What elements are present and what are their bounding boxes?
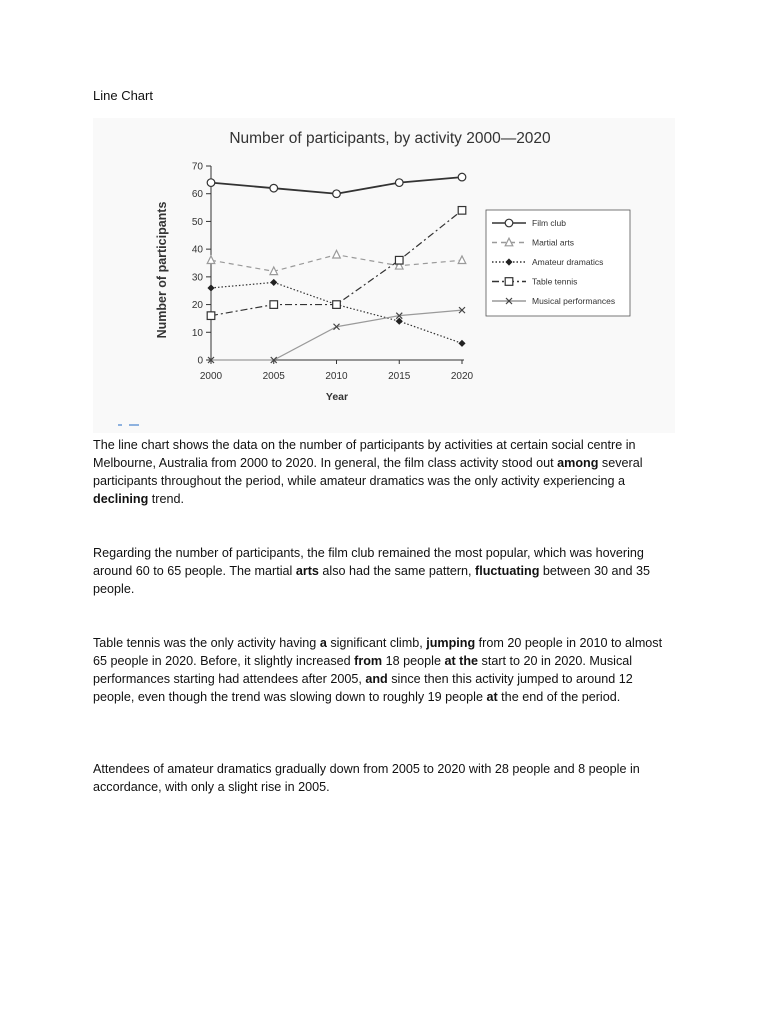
bold-text-run: arts [295,564,319,578]
legend-label-amateur-dramatics: Amateur dramatics [532,257,604,267]
text-run: several participants throughout the period, while amateur dramatics was the only activity experiencing a [93,456,643,488]
y-tick-label: 0 [197,355,203,367]
text-run: trend. [148,492,184,506]
x-tick-label: 2020 [450,371,474,382]
x-tick-label: 2010 [325,371,348,382]
y-tick-label: 30 [191,272,203,284]
data-point-table-tennis [207,312,215,320]
data-point-table-tennis [270,301,278,309]
y-tick-label: 60 [191,189,203,201]
chart-legend [486,210,630,316]
y-tick-label: 70 [191,161,203,173]
y-axis-label: Number of participants [155,201,169,339]
text-run: 18 people [382,654,445,668]
chart-title: Number of participants, by activity 2000—2020 [229,130,551,147]
y-tick-label: 10 [191,327,203,339]
text-run: Regarding the number of participants, the film club remained the most popular, which was hovering around 60 to 65 people. The martial [93,546,644,578]
bold-text-run: and [365,672,388,686]
bold-text-run: at the [444,654,479,668]
text-run: from 20 people in 2010 to almost 65 people in 2020. Before, it slightly increased [93,636,663,668]
paragraph-overview [93,436,673,508]
y-tick-label: 50 [191,216,203,228]
line-chart [93,118,675,433]
bold-text-run: fluctuating [475,564,540,578]
data-point-table-tennis [395,256,403,264]
text-run: Attendees of amateur dramatics gradually down from 2005 to 2020 with 28 people and 8 people in accordance, with only a slight rise in 2005. [93,762,640,794]
paragraph-film-martial [93,544,673,598]
document-heading: Line Chart [93,88,153,103]
legend-label-musical-performances: Musical performances [532,296,616,306]
x-tick-label: 2005 [262,371,285,382]
text-run: significant climb, [326,636,427,650]
data-point-film-club [270,184,278,192]
bold-text-run: declining [93,492,149,506]
chart-figure [93,118,675,433]
x-tick-label: 2015 [388,371,411,382]
data-point-table-tennis [333,301,341,309]
paragraph-tennis-music [93,634,673,706]
data-point-film-club [333,190,341,198]
text-run: since then this activity jumped to around 12 people, even though the trend was slowing down to roughly 19 people [93,672,633,704]
y-tick-label: 20 [191,300,203,312]
text-run: start to 20 in 2020. Musical performances starting had attendees after 2005, [93,654,633,686]
bold-text-run: at [486,690,498,704]
data-point-film-club [458,173,466,181]
legend-marker-table-tennis [505,278,513,286]
x-tick-label: 2000 [199,371,223,382]
text-run: also had the same pattern, [318,564,476,578]
data-point-table-tennis [458,207,466,215]
legend-label-table-tennis: Table tennis [532,276,578,287]
legend-label-martial-arts: Martial arts [532,237,575,248]
data-point-film-club [207,179,215,187]
text-run: Table tennis was the only activity having [93,636,320,650]
paragraph-dramatics [93,760,673,796]
data-point-film-club [395,179,403,187]
x-axis-label: Year [325,391,349,403]
text-run: The line chart shows the data on the number of participants by activities at certain social centre in Melbourne, Australia from 2000 to 2020. In general, the film class activity stood out [93,438,636,470]
text-run: between 30 and 35 people. [93,564,651,596]
legend-label-film-club: Film club [532,218,567,228]
legend-marker-film-club [505,219,513,227]
text-run: the end of the period. [497,690,621,704]
y-tick-label: 40 [191,244,203,256]
bold-text-run: from [354,654,383,668]
bold-text-run: jumping [426,636,476,650]
bold-text-run: among [557,456,599,470]
bold-text-run: a [319,636,327,650]
